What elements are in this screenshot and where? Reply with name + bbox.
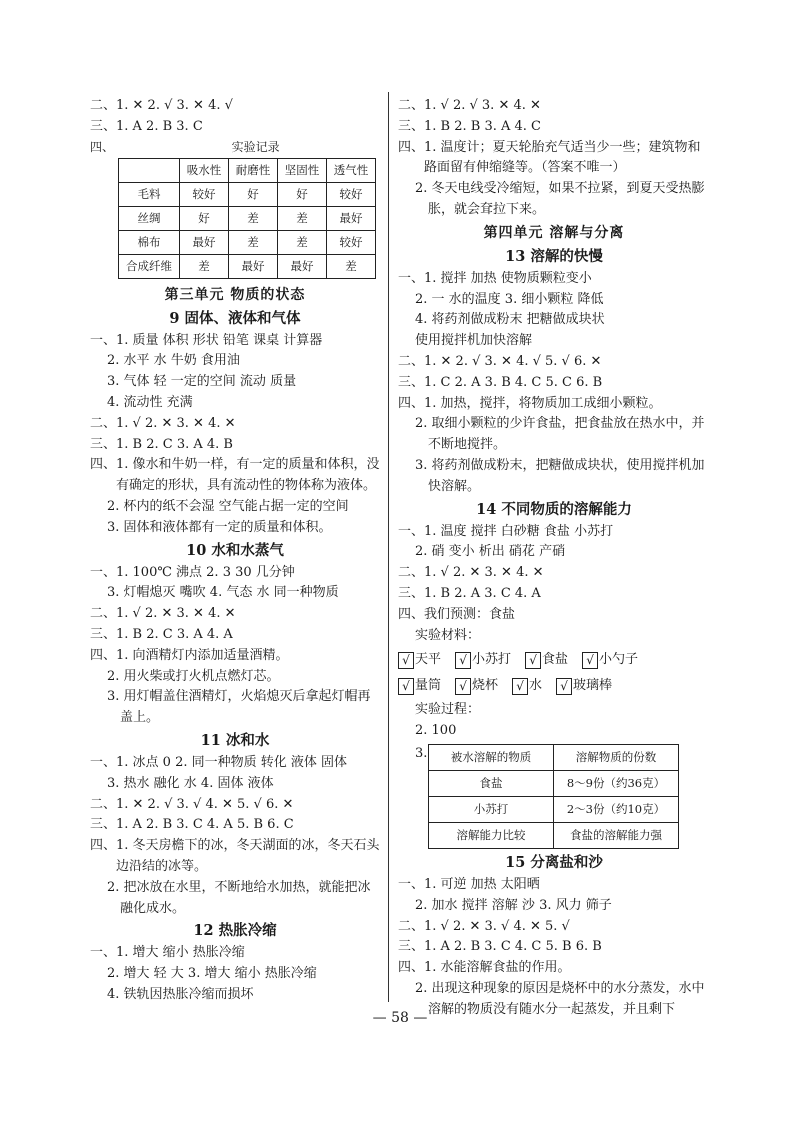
process-label: 实验过程：: [415, 702, 481, 718]
left-column: [90, 96, 380, 1006]
answer-line: 三、1. A 2. B 3. C 4. A 5. B 6. C: [90, 817, 294, 833]
table-cell: 差: [180, 254, 229, 278]
item-number: 3.: [415, 745, 428, 761]
answer-line: 2. 水平 水 牛奶 食用油: [107, 353, 240, 369]
answer-line: 2. 100: [415, 723, 457, 739]
material-item: [398, 648, 441, 672]
table-cell: 最好: [180, 230, 229, 254]
section-number: 四、: [90, 139, 115, 154]
material-item: [556, 674, 612, 698]
answer-line: 3. 灯帽熄灭 嘴吹 4. 气态 水 同一种物质: [107, 585, 339, 601]
material-label: 量筒: [415, 678, 442, 694]
answer-line: 2. 把冰放在水里，不断地给水加热，就能把冰融化成水。: [107, 879, 371, 916]
lesson-title: 10 水和水蒸气: [186, 541, 284, 559]
check-icon: √: [455, 678, 471, 695]
check-icon: √: [525, 652, 541, 669]
table-row: [119, 254, 376, 278]
page-number: — 58 —: [372, 1010, 428, 1026]
table-cell: 好: [180, 206, 229, 230]
material-label: 烧杯: [472, 678, 499, 694]
lesson-title: 15 分离盐和沙: [505, 853, 603, 871]
check-icon: √: [582, 652, 598, 669]
answer-line: 二、1. ✕ 2. √ 3. ✕ 4. √ 5. √ 6. ✕: [398, 353, 602, 369]
material-label: 食盐: [542, 652, 569, 668]
table-row-label: 合成纤维: [119, 254, 180, 278]
answer-line: 4. 将药剂做成粉末 把糖做成块状: [415, 312, 605, 328]
solubility-block: [398, 744, 710, 849]
answer-line: 四、1. 温度计；夏天轮胎充气适当少一些；建筑物和路面留有伸缩缝等。（答案不唯一）: [398, 139, 701, 176]
answer-line: 2. 冬天电线受冷缩短，如果不拉紧，到夏天受热膨胀，就会耷拉下来。: [415, 181, 705, 217]
answer-line: 二、1. √ 2. ✕ 3. ✕ 4. ✕: [398, 565, 544, 581]
answer-line: 四、1. 加热，搅拌，将物质加工成细小颗粒。: [398, 395, 662, 411]
answer-line: 四、1. 像水和牛奶一样，有一定的质量和体积，没有确定的形状，具有流动性的物体称为液体。: [90, 457, 380, 494]
answer-line: 三、1. B 2. C 3. A 4. A: [90, 626, 233, 642]
material-label: 天平: [415, 652, 442, 668]
experiment-record-title: 实验记录: [231, 139, 280, 154]
answer-line: 4. 流动性 充满: [107, 394, 193, 410]
table-header-row: [119, 158, 376, 182]
answer-line: 二、1. √ 2. √ 3. ✕ 4. ✕: [398, 98, 541, 113]
table-header-cell: 透气性: [327, 158, 376, 182]
check-icon: √: [398, 678, 414, 695]
table-cell: 最好: [327, 206, 376, 230]
answer-line: 3. 热水 融化 水 4. 固体 液体: [107, 775, 274, 791]
answer-line: 使用搅拌机加快溶解: [415, 333, 533, 349]
table-cell: 食盐的溶解能力强: [554, 822, 679, 848]
answer-line: 二、1. ✕ 2. √ 3. √ 4. ✕ 5. √ 6. ✕: [90, 796, 294, 812]
answer-line: 一、1. 可逆 加热 太阳晒: [398, 876, 540, 892]
answer-line: 3. 气体 轻 一定的空间 流动 质量: [107, 374, 297, 390]
material-item: [455, 674, 498, 698]
table-row: [429, 822, 679, 848]
table-header-cell: 溶解物质的份数: [554, 744, 679, 770]
answer-line: 四、1. 水能溶解食盐的作用。: [398, 960, 571, 976]
answer-line: 三、1. B 2. C 3. A 4. B: [90, 436, 233, 452]
answer-line: 4. 铁轨因热胀冷缩而损坏: [107, 986, 254, 1002]
table-cell: 较好: [327, 230, 376, 254]
answer-line: 2. 出现这种现象的原因是烧杯中的水分蒸发，水中溶解的物质没有随水分一起蒸发，并且剩下: [415, 980, 705, 1017]
material-label: 小苏打: [472, 652, 512, 668]
material-label: 小勺子: [599, 652, 639, 668]
table-cell: 好: [278, 182, 327, 206]
answer-line: 一、1. 温度 搅拌 白砂糖 食盐 小苏打: [398, 523, 614, 539]
answer-line: 三、1. A 2. B 3. C: [90, 118, 203, 134]
table-header-cell: 吸水性: [180, 158, 229, 182]
solubility-table: [428, 744, 679, 849]
table-cell: 较好: [327, 182, 376, 206]
answer-line: 三、1. C 2. A 3. B 4. C 5. C 6. B: [398, 374, 603, 390]
table-row: [429, 796, 679, 822]
answer-line: 一、1. 增大 缩小 热胀冷缩: [90, 945, 245, 961]
table-cell: 2～3份（约10克）: [554, 796, 679, 822]
check-icon: √: [398, 652, 414, 669]
answer-line: 3. 将药剂做成粉末，把糖做成块状，使用搅拌机加快溶解。: [415, 457, 705, 494]
lesson-title: 11 冰和水: [200, 731, 270, 749]
table-cell: 8～9份（约36克）: [554, 770, 679, 796]
answer-line: 2. 取细小颗粒的少许食盐，把食盐放在热水中，并不断地搅拌。: [415, 416, 705, 453]
answer-line: 3. 用灯帽盖住酒精灯，火焰熄灭后拿起灯帽再盖上。: [107, 689, 371, 726]
materials-checklist-row: [398, 674, 710, 698]
answer-line: 2. 加水 搅拌 溶解 沙 3. 风力 筛子: [415, 897, 612, 913]
unit-title: 第三单元 物质的状态: [164, 286, 306, 303]
material-label: 玻璃棒: [573, 678, 613, 694]
table-header-cell: 坚固性: [278, 158, 327, 182]
lesson-title: 12 热胀冷缩: [193, 922, 277, 940]
table-row: [429, 770, 679, 796]
lesson-title: 9 固体、液体和气体: [169, 309, 301, 327]
table-row: [119, 206, 376, 230]
answer-line: 三、1. B 2. A 3. C 4. A: [398, 585, 541, 601]
table-row: [119, 182, 376, 206]
column-divider: [388, 92, 389, 1002]
materials-label: 实验材料：: [415, 627, 481, 643]
table-cell: 最好: [278, 254, 327, 278]
material-item: [455, 648, 511, 672]
table-cell: 溶解能力比较: [429, 822, 554, 848]
answer-line: 二、1. √ 2. ✕ 3. ✕ 4. ✕: [90, 415, 236, 431]
table-row-label: 毛料: [119, 182, 180, 206]
answer-line: 三、1. A 2. B 3. C 4. C 5. B 6. B: [398, 939, 602, 955]
answer-line: 二、1. ✕ 2. √ 3. ✕ 4. √: [90, 98, 233, 113]
check-icon: √: [556, 678, 572, 695]
table-header-cell: 被水溶解的物质: [429, 744, 554, 770]
answer-line: 二、1. √ 2. ✕ 3. √ 4. ✕ 5. √: [398, 918, 570, 934]
lesson-title: 14 不同物质的溶解能力: [476, 500, 632, 518]
answer-line: 一、1. 冰点 0 2. 同一种物质 转化 液体 固体: [90, 754, 348, 770]
right-column: [398, 96, 710, 1021]
materials-checklist-row: [398, 648, 710, 672]
answer-line: 四、我们预测：食盐: [398, 606, 516, 622]
unit-title: 第四单元 溶解与分离: [483, 224, 625, 241]
table-row-label: 丝绸: [119, 206, 180, 230]
table-header-row: [429, 744, 679, 770]
table-header-cell: 耐磨性: [229, 158, 278, 182]
table-cell: 小苏打: [429, 796, 554, 822]
table-cell: 好: [229, 182, 278, 206]
answer-line: 四、1. 向酒精灯内添加适量酒精。: [90, 647, 289, 663]
answer-line: 2. 增大 轻 大 3. 增大 缩小 热胀冷缩: [107, 966, 317, 982]
answer-line: 2. 杯内的纸不会湿 空气能占据一定的空间: [107, 498, 349, 514]
table-cell: 差: [229, 230, 278, 254]
table-cell: 较好: [180, 182, 229, 206]
answer-line: 三、1. B 2. B 3. A 4. C: [398, 118, 541, 134]
table-cell: 最好: [229, 254, 278, 278]
answer-line: 二、1. √ 2. ✕ 3. ✕ 4. ✕: [90, 606, 236, 622]
answer-line: 四、1. 冬天房檐下的冰，冬天湖面的冰，冬天石头边沿结的冰等。: [90, 838, 380, 874]
answer-line: 2. 硝 变小 析出 硝花 产硝: [415, 544, 566, 560]
material-label: 水: [529, 678, 543, 694]
table-cell: 差: [327, 254, 376, 278]
material-properties-table: [118, 158, 376, 279]
answer-line: 一、1. 质量 体积 形状 铅笔 课桌 计算器: [90, 332, 323, 348]
material-item: [512, 674, 542, 698]
check-icon: √: [455, 652, 471, 669]
table-cell: 差: [229, 206, 278, 230]
table-cell: 差: [278, 230, 327, 254]
answer-line: 2. 一 水的温度 3. 细小颗粒 降低: [415, 291, 604, 307]
answer-line: 一、1. 100℃ 沸点 2. 3 30 几分钟: [90, 564, 295, 580]
material-item: [525, 648, 568, 672]
material-item: [398, 674, 441, 698]
table-cell: 差: [278, 206, 327, 230]
table-row: [119, 230, 376, 254]
table-cell: [119, 158, 180, 182]
answer-line: 2. 用火柴或打火机点燃灯芯。: [107, 668, 280, 684]
table-row-label: 棉布: [119, 230, 180, 254]
material-item: [582, 648, 638, 672]
answer-line: 一、1. 搅拌 加热 使物质颗粒变小: [398, 270, 592, 286]
table-cell: 食盐: [429, 770, 554, 796]
answer-line: 3. 固体和液体都有一定的质量和体积。: [107, 519, 332, 535]
check-icon: √: [512, 678, 528, 695]
experiment-heading: [90, 138, 380, 156]
lesson-title: 13 溶解的快慢: [505, 247, 603, 265]
